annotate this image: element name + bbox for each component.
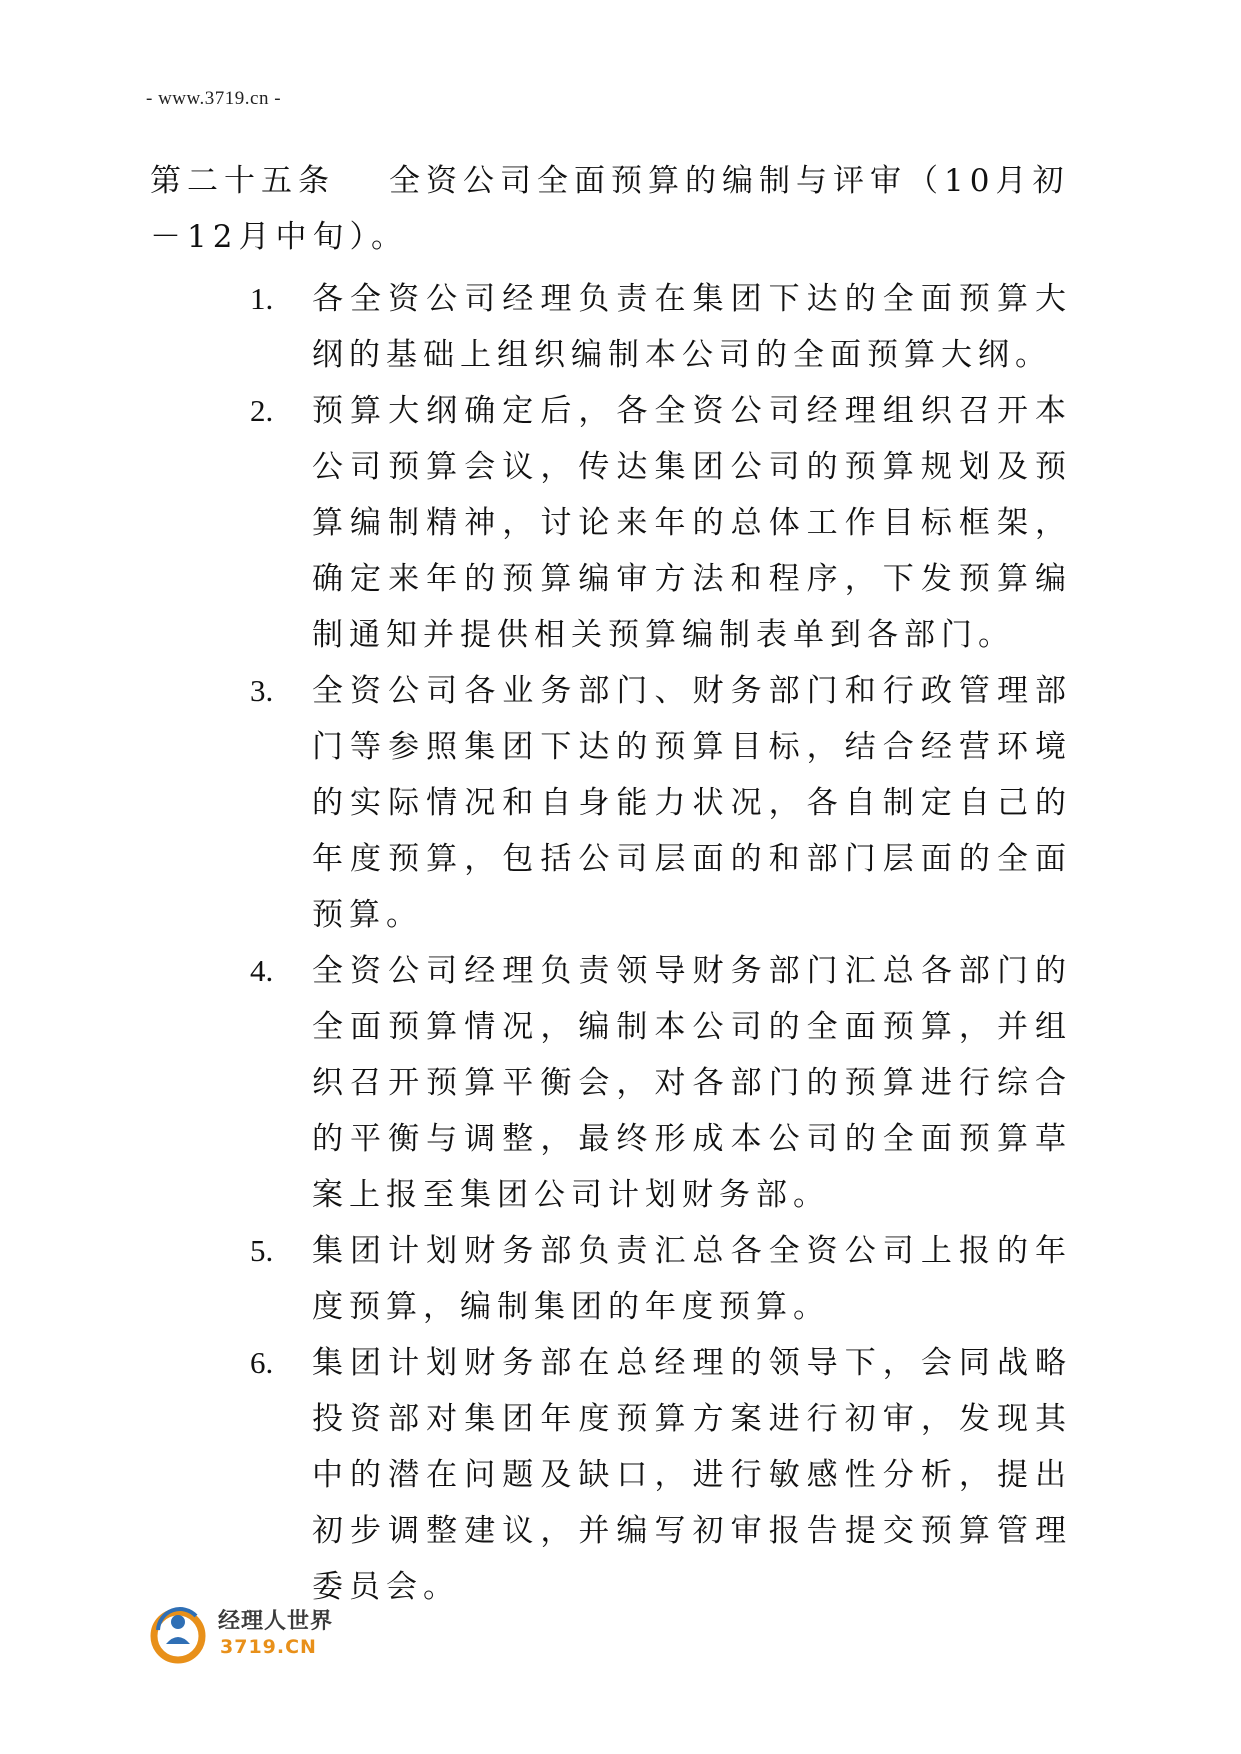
list-item-number: 5.	[250, 1233, 274, 1268]
list-item-number: 1.	[250, 281, 274, 316]
list-item	[150, 271, 1090, 383]
list-item-number: 4.	[250, 953, 274, 988]
site-logo	[148, 1600, 368, 1670]
list-item-number: 3.	[250, 673, 274, 708]
list-item-text: 集团计划财务部在总经理的领导下，会同战略投资部对集团年度预算方案进行初审，发现其中的潜在问题及缺口，进行敏感性分析，提出初步调整建议，并编写初审报告提交预算管理委员会。	[312, 1345, 1072, 1605]
list-item	[150, 943, 1090, 1223]
logo-name-en: 3719.CN	[220, 1636, 317, 1658]
globe-person-logo-icon	[148, 1600, 214, 1666]
list-item-number: 2.	[250, 393, 274, 428]
procedure-list	[150, 271, 1090, 1615]
list-item-text: 各全资公司经理负责在集团下达的全面预算大纲的基础上组织编制本公司的全面预算大纲。	[312, 281, 1072, 373]
list-item-text: 全资公司经理负责领导财务部门汇总各部门的全面预算情况，编制本公司的全面预算，并组织召开预算平衡会，对各部门的预算进行综合的平衡与调整，最终形成本公司的全面预算草案上报至集团公司计划财务部。	[312, 953, 1072, 1213]
article-number: 第二十五条	[150, 163, 335, 199]
list-item	[150, 1223, 1090, 1335]
logo-name-cn: 经理人世界	[218, 1609, 334, 1634]
list-item-text: 全资公司各业务部门、财务部门和行政管理部门等参照集团下达的预算目标，结合经营环境的实际情况和自身能力状况，各自制定自己的年度预算，包括公司层面的和部门层面的全面预算。	[312, 673, 1072, 933]
list-item	[150, 1335, 1090, 1615]
list-item	[150, 383, 1090, 663]
list-item-number: 6.	[250, 1345, 274, 1380]
article-heading-text: 全资公司全面预算的编制与评审（10月初－12月中旬）。	[150, 163, 1070, 255]
list-item	[150, 663, 1090, 943]
list-item-text: 集团计划财务部负责汇总各全资公司上报的年度预算，编制集团的年度预算。	[312, 1233, 1072, 1325]
list-item-text: 预算大纲确定后，各全资公司经理组织召开本公司预算会议，传达集团公司的预算规划及预算编制精神，讨论来年的总体工作目标框架，确定来年的预算编审方法和程序，下发预算编制通知并提供相关预算编制表单到各部门。	[312, 393, 1072, 653]
article-heading	[150, 153, 1090, 265]
header-url: - www.3719.cn -	[146, 88, 282, 109]
